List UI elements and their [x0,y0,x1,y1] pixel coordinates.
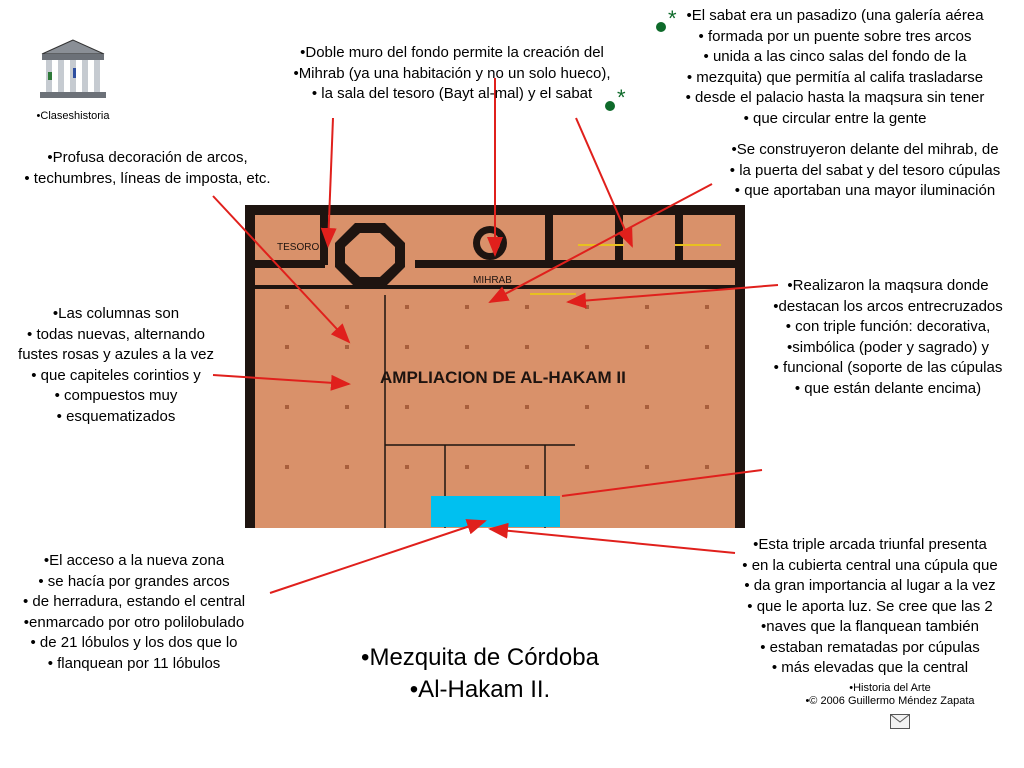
envelope-icon[interactable] [890,714,910,734]
credits: •Historia del Arte •© 2006 Guillermo Méndez Zapata [805,682,975,707]
arrow-arcada [490,529,735,553]
arrow-maqsura [568,285,778,302]
note-arcada: •Esta triple arcada triunfal presenta • en la cubierta central una cúpula que • da gran importancia al lugar a la vez • que le aporta luz. Se cree que las 2 •naves que la flanquean también • estaban rematadas por cúpulas • más elevadas que la central [742,536,998,676]
note-acceso: •El acceso a la nueva zona • se hacía por grandes arcos • de herradura, estando el central •enmarcado por otro polilobulado • de 21 lóbulos y los dos que lo • flanquean por 11 lóbulos [22,552,246,672]
slide-title: •Mezquita de Córdoba •Al-Hakam II. [361,644,599,703]
note-cupulas: •Se construyeron delante del mihrab, de • la puerta del sabat y del tesoro cúpulas • que aportaban una mayor iluminación [729,141,1001,199]
logo-label: •Claseshistoria [36,110,110,122]
arrow-cupulas [490,184,712,302]
note-maqsura: •Realizaron la maqsura donde •destacan los arcos entrecruzados • con triple función: decorativa, •simbólica (poder y sagrado) y • funcional (soporte de las cúpulas • que están delante encima) [773,277,1003,397]
star-icon[interactable]: * [668,6,677,31]
arrow-doble-muro [328,118,333,246]
note-columnas: •Las columnas son • todas nuevas, alternando fustes rosas y azules a la vez • que capiteles corintios y • compuestos muy • esquematizados [18,305,214,425]
arrow-sabat [576,118,632,246]
arrow-columnas [213,375,349,384]
plan-label-ampliacion: AMPLIACION DE AL-HAKAM II [380,368,626,387]
plan-label-mihrab: MIHRAB [473,275,512,286]
note-sabat: •El sabat era un pasadizo (una galería aérea • formada por un puente sobre tres arcos • unida a las cinco salas del fondo de la • mezquita) que permitía al califa trasladarse • desde el palacio hasta la maqsura sin tener • que circular entre la gente [685,7,985,127]
arrow-acceso [270,521,485,593]
note-doble-muro: •Doble muro del fondo permite la creación del •Mihrab (ya una habitación y no un solo hueco), • la sala del tesoro (Bayt al-mal) y el sabat [293,44,611,102]
arrow-arcada-line [562,470,762,496]
star-icon[interactable]: * [617,85,626,110]
note-decoracion: •Profusa decoración de arcos, • techumbres, líneas de imposta, etc. [24,149,271,187]
plan-label-tesoro: TESORO [277,242,320,253]
